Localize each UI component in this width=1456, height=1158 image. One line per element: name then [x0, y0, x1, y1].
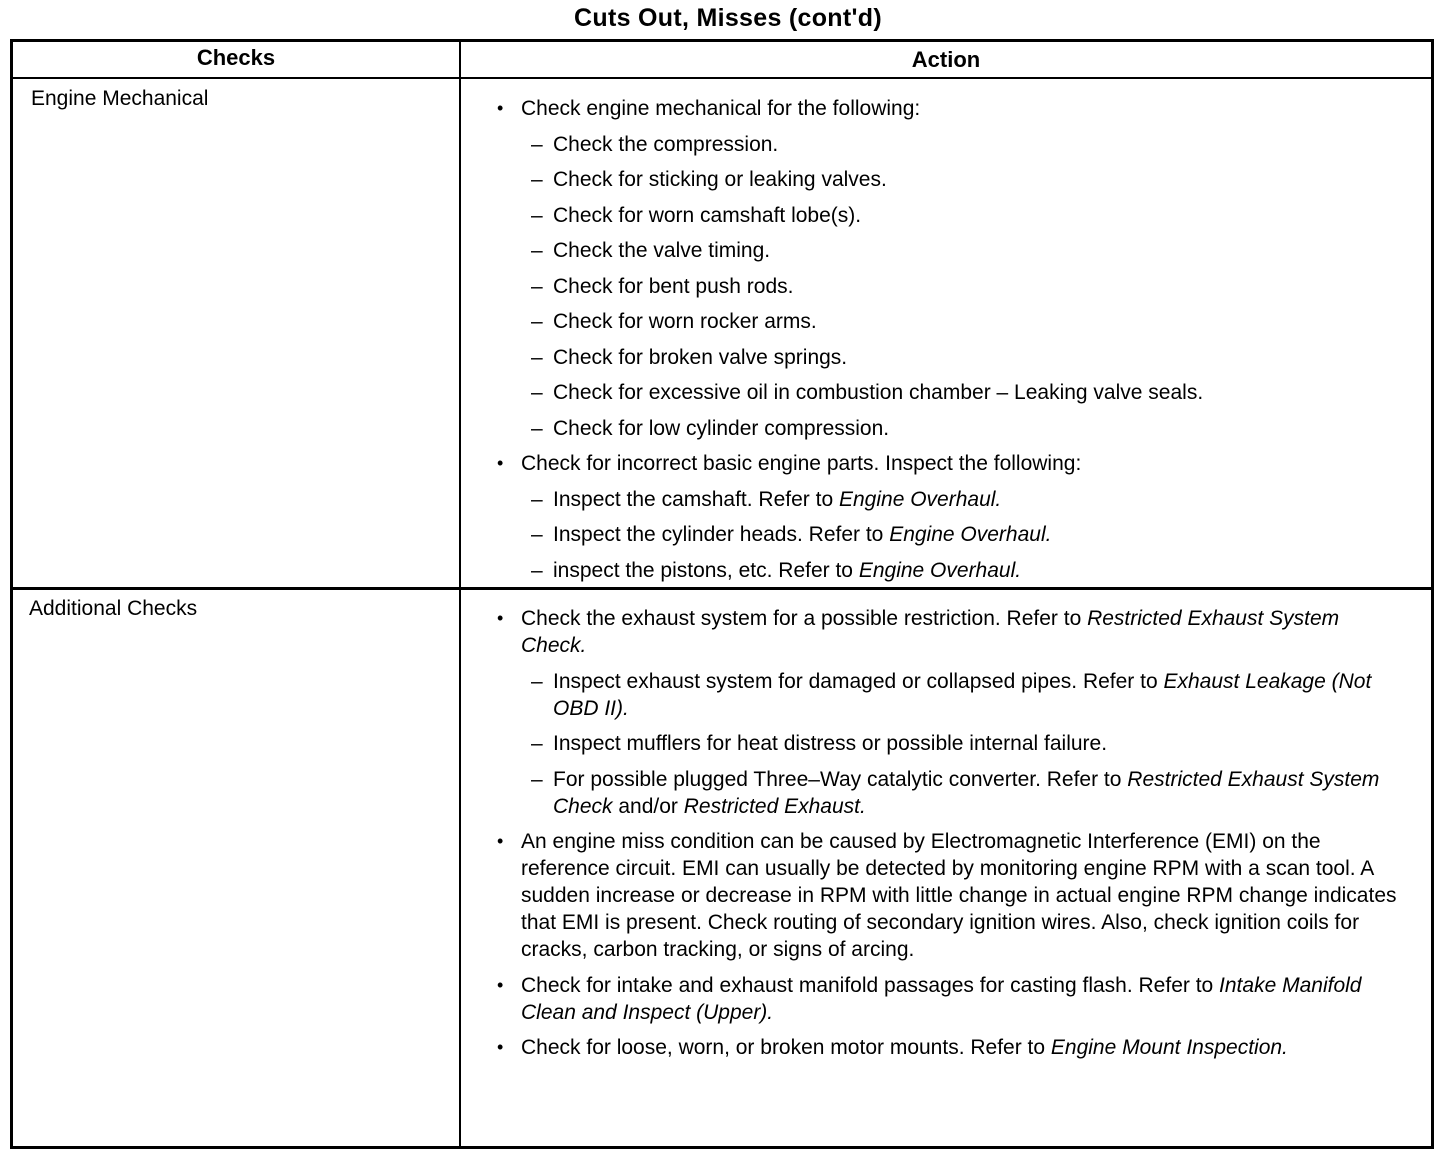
item-text: Inspect the camshaft. Refer to	[553, 487, 839, 511]
reference-link: Engine Overhaul.	[838, 487, 1002, 511]
dash-item	[497, 730, 1397, 757]
item-text: Check the exhaust system for a possible restriction. Refer to	[521, 607, 1088, 630]
header-divider	[13, 77, 1431, 79]
dash-item	[497, 308, 1397, 335]
dash-item	[497, 379, 1397, 406]
item-text: Check for worn camshaft lobe(s).	[553, 203, 862, 227]
item-text: Check for bent push rods.	[553, 274, 794, 298]
dash-item	[497, 131, 1397, 158]
item-text: Check the compression.	[553, 132, 779, 156]
item-text: Check for excessive oil in combustion chamber – Leaking valve seals.	[553, 381, 1204, 404]
action-list-engine-mechanical	[497, 95, 1397, 592]
reference-link: Engine Overhaul.	[858, 558, 1022, 582]
item-text: and/or	[612, 794, 684, 818]
bullet-item	[497, 972, 1397, 1026]
reference-link: Intake Manifold Clean and Inspect (Upper).	[521, 973, 1362, 1024]
dash-item	[497, 415, 1397, 442]
dash-item	[497, 344, 1397, 371]
item-text: inspect the pistons, etc. Refer to	[553, 558, 859, 582]
reference-link: Restricted Exhaust System Check.	[521, 607, 1340, 657]
item-text: For possible plugged Three–Way catalytic converter. Refer to	[553, 767, 1128, 791]
item-text: Check engine mechanical for the following:	[521, 97, 921, 120]
diagnostic-table	[10, 39, 1434, 1149]
item-text: Inspect the cylinder heads. Refer to	[553, 523, 890, 546]
reference-link: Exhaust Leakage (Not OBD II).	[553, 669, 1372, 720]
dash-item	[497, 557, 1397, 584]
item-text: Check for sticking or leaking valves.	[553, 168, 887, 191]
dash-item	[497, 766, 1397, 820]
bullet-item	[497, 95, 1397, 122]
dash-item	[497, 273, 1397, 300]
bullet-item	[497, 828, 1397, 963]
reference-link: Engine Overhaul.	[889, 523, 1052, 546]
item-text: Inspect mufflers for heat distress or possible internal failure.	[553, 732, 1108, 755]
dash-item	[497, 166, 1397, 193]
dash-item	[497, 521, 1397, 548]
item-text: Check the valve timing.	[553, 239, 771, 262]
check-engine-mechanical: Engine Mechanical	[31, 87, 209, 110]
reference-link: Restricted Exhaust.	[683, 794, 866, 818]
item-text: Check for low cylinder compression.	[553, 416, 890, 440]
reference-link: Engine Mount Inspection.	[1050, 1036, 1288, 1059]
dash-item	[497, 202, 1397, 229]
item-text: An engine miss condition can be caused by Electromagnetic Interference (EMI) on the reference circuit. EMI can usually be detected by monitoring engine RPM with a scan tool. A sudden increase or decrease in RPM with little change in actual engine RPM change indicates that EMI is present. Check routing of secondary ignition wires. Also, check ignition coils for cracks, carbon tracking, or signs of arcing.	[521, 830, 1397, 961]
reference-link: Restricted Exhaust System Check	[553, 767, 1380, 818]
bullet-item	[497, 1034, 1397, 1061]
action-header: Action	[911, 47, 981, 72]
item-text: Check for incorrect basic engine parts. Inspect the following:	[521, 452, 1082, 475]
item-text: Check for loose, worn, or broken motor mounts. Refer to	[521, 1036, 1051, 1059]
item-text: Inspect exhaust system for damaged or collapsed pipes. Refer to	[553, 669, 1164, 693]
checks-header: Checks	[196, 45, 276, 70]
dash-item	[497, 237, 1397, 264]
action-list-additional-checks	[497, 605, 1397, 1070]
column-divider	[459, 42, 461, 1146]
page-title: Cuts Out, Misses (cont'd)	[574, 4, 882, 32]
item-text: Check for worn rocker arms.	[553, 310, 817, 333]
bullet-item	[497, 450, 1397, 477]
item-text: Check for intake and exhaust manifold passages for casting flash. Refer to	[521, 973, 1220, 997]
check-additional-checks: Additional Checks	[29, 597, 198, 620]
item-text: Check for broken valve springs.	[553, 345, 848, 369]
dash-item	[497, 668, 1397, 722]
bullet-item	[497, 605, 1397, 659]
dash-item	[497, 486, 1397, 513]
